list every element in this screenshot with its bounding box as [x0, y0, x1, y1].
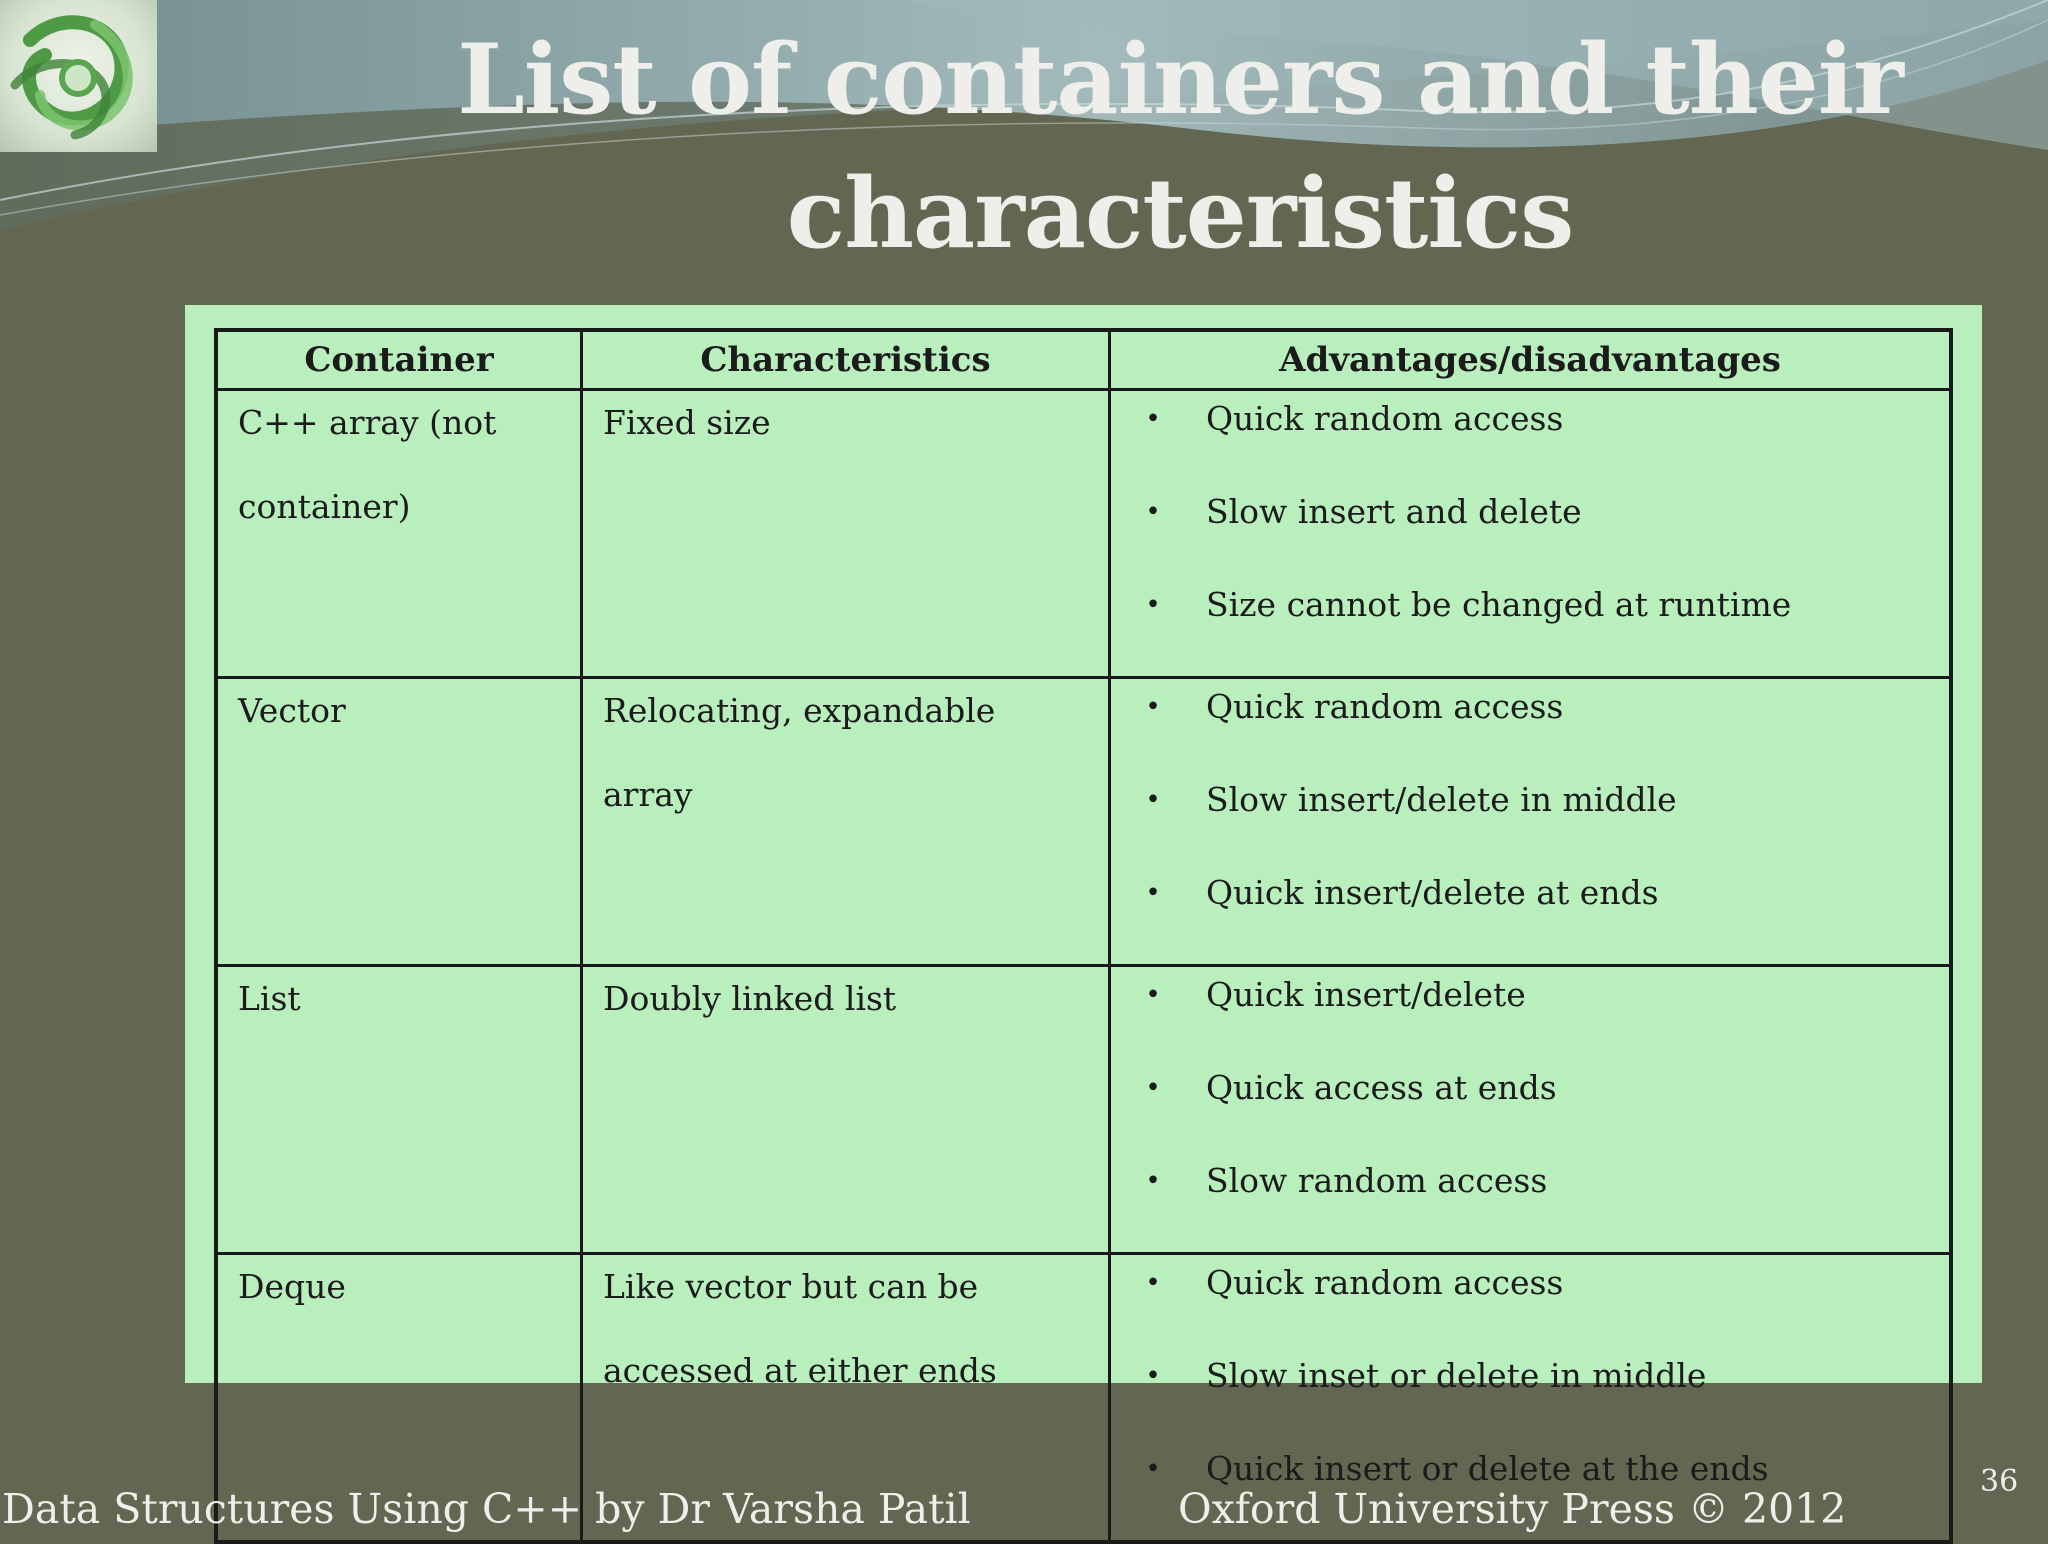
- decorative-green-knot-logo: [0, 0, 157, 152]
- list-item: [1111, 1354, 1949, 1447]
- header-characteristics: Characteristics: [582, 330, 1110, 390]
- characteristics-line: Fixed size: [603, 403, 771, 442]
- characteristics-line: Doubly linked list: [603, 979, 897, 1018]
- bullet-icon: •: [1145, 590, 1161, 620]
- advantages-list: [1111, 391, 1949, 676]
- container-name: [218, 373, 580, 549]
- footer-publisher: Oxford University Press © 2012: [1178, 1485, 1847, 1533]
- bullet-icon: •: [1145, 1166, 1161, 1196]
- characteristics-text: [583, 949, 1108, 1041]
- advantage-text: Slow inset or delete in middle: [1206, 1356, 1707, 1395]
- list-item: [1111, 1159, 1949, 1252]
- bullet-icon: •: [1145, 878, 1161, 908]
- container-name-line: Vector: [238, 691, 346, 730]
- bullet-icon: •: [1145, 692, 1161, 722]
- bullet-icon: •: [1145, 980, 1161, 1010]
- bullet-icon: •: [1145, 1361, 1161, 1391]
- cell-container: [216, 390, 582, 678]
- list-item: [1111, 583, 1949, 676]
- characteristics-text: [583, 373, 1108, 465]
- cell-container: [216, 678, 582, 966]
- advantage-text: Slow random access: [1206, 1161, 1548, 1200]
- list-item: [1111, 1066, 1949, 1159]
- table-row: [216, 678, 1951, 966]
- bullet-icon: •: [1145, 785, 1161, 815]
- advantage-text: Quick insert or delete at the ends: [1206, 1449, 1769, 1488]
- container-name-line: C++ array (not: [238, 403, 497, 442]
- cell-characteristics: [582, 966, 1110, 1254]
- cell-advantages: [1110, 966, 1952, 1254]
- advantage-text: Quick insert/delete: [1206, 975, 1526, 1014]
- container-name-line: List: [238, 979, 301, 1018]
- advantage-text: Quick random access: [1206, 687, 1564, 726]
- characteristics-line: accessed at either ends: [603, 1351, 997, 1390]
- container-name-line: container): [238, 487, 411, 526]
- header-container: Container: [216, 330, 582, 390]
- characteristics-text: [583, 661, 1108, 837]
- cell-advantages: [1110, 678, 1952, 966]
- table-row: [216, 966, 1951, 1254]
- list-item: [1111, 397, 1949, 490]
- list-item: [1111, 778, 1949, 871]
- table-panel: [185, 305, 1982, 1488]
- list-item: [1111, 685, 1949, 778]
- list-item: [1111, 490, 1949, 583]
- advantage-text: Quick random access: [1206, 1263, 1564, 1302]
- cell-characteristics: [582, 678, 1110, 966]
- bullet-icon: •: [1145, 497, 1161, 527]
- container-name-line: Deque: [238, 1267, 346, 1306]
- bullet-icon: •: [1145, 1268, 1161, 1298]
- list-item: [1111, 1261, 1949, 1354]
- slide-title-line-2: characteristics: [786, 157, 1574, 270]
- cell-advantages: [1110, 390, 1952, 678]
- advantages-list: [1111, 967, 1949, 1252]
- characteristics-line: Like vector but can be: [603, 1267, 979, 1306]
- container-name: [218, 661, 580, 753]
- containers-table: [214, 328, 1953, 1544]
- bullet-icon: •: [1145, 404, 1161, 434]
- page-number: 36: [1980, 1464, 2019, 1499]
- list-item: [1111, 973, 1949, 1066]
- advantages-list: [1111, 679, 1949, 964]
- cell-container: [216, 966, 582, 1254]
- header-advantages: Advantages/disadvantages: [1110, 330, 1952, 390]
- container-name: [218, 949, 580, 1041]
- advantage-text: Size cannot be changed at runtime: [1206, 585, 1792, 624]
- characteristics-line: array: [603, 775, 693, 814]
- container-name: [218, 1237, 580, 1329]
- characteristics-text: [583, 1237, 1108, 1413]
- slide-title-line-1: List of containers and their: [457, 23, 1903, 136]
- table-row: [216, 390, 1951, 678]
- cell-characteristics: [582, 390, 1110, 678]
- footer-book-title: Data Structures Using C++ by Dr Varsha Patil: [2, 1485, 971, 1533]
- characteristics-line: Relocating, expandable: [603, 691, 996, 730]
- advantage-text: Slow insert/delete in middle: [1206, 780, 1677, 819]
- bullet-icon: •: [1145, 1454, 1161, 1484]
- advantage-text: Quick random access: [1206, 399, 1564, 438]
- bullet-icon: •: [1145, 1073, 1161, 1103]
- advantage-text: Quick insert/delete at ends: [1206, 873, 1659, 912]
- advantage-text: Quick access at ends: [1206, 1068, 1557, 1107]
- list-item: [1111, 871, 1949, 964]
- advantage-text: Slow insert and delete: [1206, 492, 1582, 531]
